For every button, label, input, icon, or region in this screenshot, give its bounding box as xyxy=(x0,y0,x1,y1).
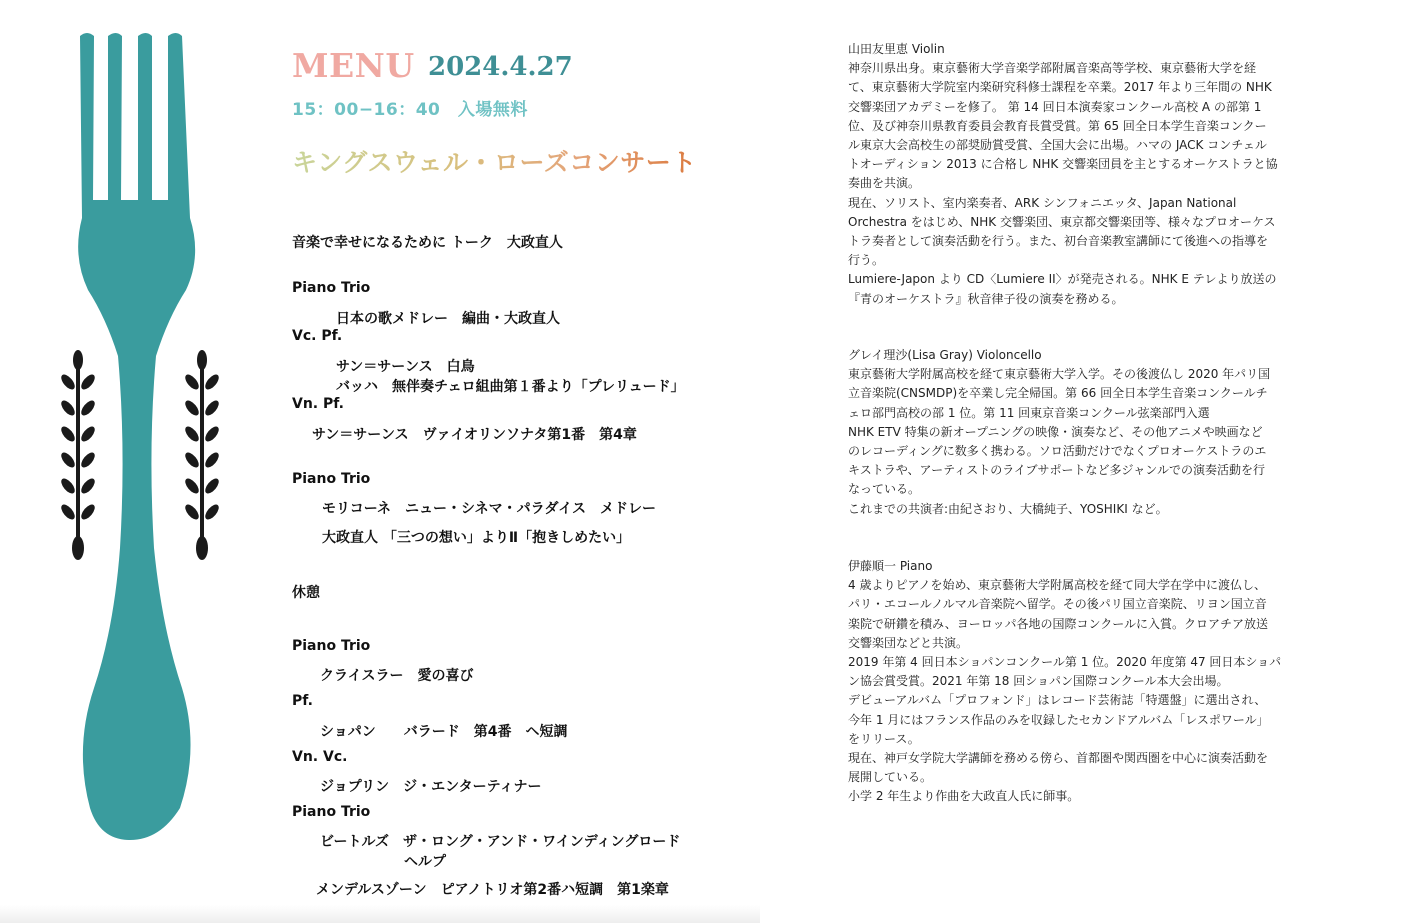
bio-line: 楽院で研鑽を積み、ヨーロッパ各地の国際コンクールに入賞。クロアチア放送 xyxy=(848,616,1269,631)
concert-date: 2024.4.27 xyxy=(428,52,573,82)
program-item: 音楽で幸せになるために トーク 大政直人 xyxy=(292,235,563,251)
bio-line: ル東京大会高校生の部奨励賞受賞、全国大会に出場。ハマの JACK コンチェル xyxy=(848,138,1267,153)
bio-line: ン協会賞受賞。2021 年第 18 回ショパン国際コンクール本大会出場。 xyxy=(848,674,1229,689)
bio-line: 行う。 xyxy=(848,253,885,268)
bio-name: グレイ理沙(Lisa Gray) Violoncello xyxy=(848,348,1042,362)
bio-name: 伊藤順一 Piano xyxy=(848,559,933,573)
program-item: ビートルズ ザ・ロング・アンド・ワインディングロード xyxy=(320,834,681,850)
concert-title: キングスウェル・ローズコンサート xyxy=(292,143,697,179)
bio-line: Orchestra をはじめ、NHK 交響楽団、東京都交響楽団等、様々なプロオーケス xyxy=(848,214,1276,229)
bio-violin xyxy=(848,40,1300,309)
program-item: クライスラー 愛の喜び xyxy=(320,668,474,684)
sprig-icon xyxy=(56,348,100,568)
program-item: 大政直人 「三つの想い」よりⅡ「抱きしめたい」 xyxy=(322,530,631,546)
bio-line: 今年 1 月にはフランス作品のみを収録したセカンドアルバム「レスポワール」 xyxy=(848,712,1269,727)
program-section: Vc. Pf. xyxy=(292,328,343,344)
program-section: 休憩 xyxy=(292,585,320,601)
program-section: Piano Trio xyxy=(292,638,371,654)
program-item: ヘルプ xyxy=(404,854,446,870)
program-item: 日本の歌メドレー 編曲・大政直人 xyxy=(336,311,560,327)
program-item: サン＝サーンス ヴァイオリンソナタ第1番 第4章 xyxy=(312,427,637,443)
program-item: バッハ 無伴奏チェロ組曲第１番より「プレリュード」 xyxy=(336,379,685,395)
bio-line: 位、及び神奈川県教育委員会教育長賞受賞。第 65 回全日本学生音楽コンクー xyxy=(848,118,1267,133)
bio-line: 東京藝術大学附属高校を経て東京藝術大学入学。その後渡仏し 2020 年パリ国 xyxy=(848,367,1271,382)
program-section: Piano Trio xyxy=(292,804,371,820)
bio-line: NHK ETV 特集の新オープニングの映像・演奏など、その他アニメや映画など xyxy=(848,424,1263,439)
bio-line: 小学 2 年生より作曲を大政直人氏に師事。 xyxy=(848,789,1080,804)
bio-line: 展開している。 xyxy=(848,770,933,785)
bio-line: キストラや、アーティストのライブサポートなど多ジャンルでの演奏活動を行 xyxy=(848,463,1265,478)
program-section: Vn. Vc. xyxy=(292,749,348,765)
bio-line: 交響楽団アカデミーを修了。 第 14 回日本演奏家コンクール高校 A の部第 1 xyxy=(848,99,1262,114)
program-item: メンデルスゾーン ピアノトリオ第2番ハ短調 第1楽章 xyxy=(316,882,669,898)
bio-line: て、東京藝術大学院室内楽研究科修士課程を卒業。2017 年より三年間の NHK xyxy=(848,80,1272,95)
bio-line: 交響楽団などと共演。 xyxy=(848,635,969,650)
bio-line: 『青のオーケストラ』秋音律子役の演奏を務める。 xyxy=(848,291,1124,306)
bio-line: なっている。 xyxy=(848,482,921,497)
bio-line: をリリース。 xyxy=(848,731,920,746)
bio-line: Lumiere-Japon より CD〈Lumiere II〉が発売される。NHK E テレより放送の xyxy=(848,272,1277,287)
bio-line: 4 歳よりピアノを始め、東京藝術大学附属高校を経て同大学在学中に渡仏し、 xyxy=(848,578,1267,593)
sprig-icon xyxy=(180,348,224,568)
bio-line: トオーディション 2013 に合格し NHK 交響楽団員を主とするオーケストラと協 xyxy=(848,157,1278,172)
bio-cello xyxy=(848,346,1300,519)
bio-line: 奏曲を共演。 xyxy=(848,176,921,191)
bio-name: 山田友里恵 Violin xyxy=(848,42,945,56)
bio-line: これまでの共演者:由紀さおり、大橋純子、YOSHIKI など。 xyxy=(848,501,1168,516)
bio-line: パリ・エコールノルマル音楽院へ留学。その後パリ国立音楽院、リヨン国立音 xyxy=(848,597,1267,612)
bio-line: デビューアルバム「プロフォンド」はレコード芸術誌「特選盤」に選出され、 xyxy=(848,693,1267,708)
bio-line: のレコーディングに数多く携わる。ソロ活動だけでなくプロオーケストラのエ xyxy=(848,444,1267,459)
bio-line: 立音楽院(CNSMDP)を卒業し完全帰国。第 66 回全日本学生音楽コンクールチ xyxy=(848,386,1268,401)
page-edge-shadow xyxy=(0,905,760,923)
menu-title: MENU xyxy=(292,46,415,85)
program-section: Piano Trio xyxy=(292,471,371,487)
program-section: Pf. xyxy=(292,693,313,709)
program-item: ショパン バラード 第4番 ヘ短調 xyxy=(320,724,568,740)
concert-time: 15：00−16：40 入場無料 xyxy=(292,100,528,120)
bio-line: ェロ部門高校の部 1 位。第 11 回東京音楽コンクール弦楽部門入選 xyxy=(848,405,1210,420)
bio-line: 神奈川県出身。東京藝術大学音楽学部附属音楽高等学校、東京藝術大学を経 xyxy=(848,61,1257,76)
program-item: ジョプリン ジ・エンターティナー xyxy=(320,779,542,795)
program-section: Vn. Pf. xyxy=(292,396,344,412)
bio-piano xyxy=(848,557,1300,807)
bio-line: トラ奏者として演奏活動を行う。また、初台音楽教室講師にて後進への指導を xyxy=(848,234,1269,249)
bio-line: 現在、神戸女学院大学講師を務める傍ら、首都圏や関西圏を中心に演奏活動を xyxy=(848,751,1269,766)
bio-line: 現在、ソリスト、室内楽奏者、ARK シンフォニエッタ、Japan National xyxy=(848,195,1237,210)
program-item: サン＝サーンス 白鳥 xyxy=(336,359,475,375)
program-item: モリコーネ ニュー・シネマ・パラダイス メドレー xyxy=(322,501,657,517)
bio-line: 2019 年第 4 回日本ショパンコンクール第 1 位。2020 年度第 47 回日本ショパ xyxy=(848,655,1282,670)
program-section: Piano Trio xyxy=(292,280,371,296)
